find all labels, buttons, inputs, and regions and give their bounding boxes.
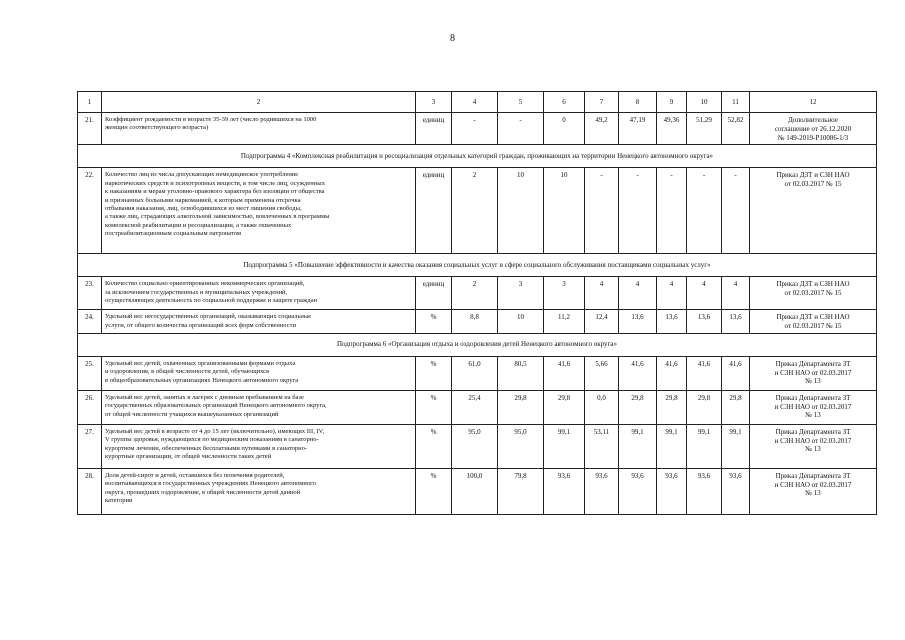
table-row xyxy=(78,468,877,514)
value-cell: 29,8 xyxy=(544,390,585,424)
table-row xyxy=(78,168,877,254)
value-cell: 3 xyxy=(498,277,544,310)
value-cell: 4 xyxy=(722,277,750,310)
column-header: 1 xyxy=(78,92,102,113)
column-header: 4 xyxy=(452,92,498,113)
value-cell: - xyxy=(452,113,498,145)
value-cell: 12,4 xyxy=(585,310,619,334)
header-row xyxy=(78,92,877,113)
subprogram-title: Подпрограмма 4 «Комплексная реабилитация и ресоциализация отдельных категорий граждан, проживающих на территории Ненецкого автономного округа» xyxy=(78,145,877,168)
source-document: Приказ ДЗТ и СЗН НАО от 02.03.2017 № 15 xyxy=(750,168,877,254)
indicators-table xyxy=(77,91,877,515)
table-row xyxy=(78,424,877,468)
column-header: 11 xyxy=(722,92,750,113)
value-cell: 29,8 xyxy=(498,390,544,424)
indicator-name: Количество лиц из числа допускающих немедицинское употребление наркотических средств и психотропных веществ, в том числе лиц, осужденных к наказаниям и мерам уголовно-правового характера без изоляции от общества и признанных больными наркоманией, к которым применена отсрочка отбывания наказания, лиц, освободившихся из мест лишения свободы, а также лиц, страдающих алкогольной зависимостью, вовлеченных в программы комплексной реабилитации и ресоциализации, а также охваченных постреабилитационным социальным патронатом xyxy=(102,168,416,254)
column-header: 7 xyxy=(585,92,619,113)
row-number: 28. xyxy=(78,468,102,514)
value-cell: 29,8 xyxy=(619,390,657,424)
value-cell: 61,0 xyxy=(452,356,498,390)
value-cell: 13,6 xyxy=(687,310,722,334)
value-cell: 93,6 xyxy=(619,468,657,514)
row-number: 22. xyxy=(78,168,102,254)
value-cell: 80,5 xyxy=(498,356,544,390)
row-number: 26. xyxy=(78,390,102,424)
indicator-name: Удельный вес детей, занятых в лагерях с дневным пребыванием на базе государственных образовательных организаций Ненецкого автономного округа, от общей численности учащихся вышеуказанных организаций xyxy=(102,390,416,424)
unit-cell: % xyxy=(416,468,452,514)
subprogram-row xyxy=(78,333,877,356)
indicator-name: Удельный вес негосударственных организаций, оказывающих социальные услуги, от общего количества организаций всех форм собственности xyxy=(102,310,416,334)
unit-cell: единиц xyxy=(416,168,452,254)
value-cell: 41,6 xyxy=(722,356,750,390)
unit-cell: % xyxy=(416,424,452,468)
column-header: 6 xyxy=(544,92,585,113)
column-header: 10 xyxy=(687,92,722,113)
value-cell: 11,2 xyxy=(544,310,585,334)
row-number: 27. xyxy=(78,424,102,468)
source-document: Приказ Департамента ЗТ и СЗН НАО от 02.03.2017 № 13 xyxy=(750,390,877,424)
indicator-name: Удельный вес детей в возрасте от 4 до 15 лет (включительно), имеющих III, IV, V группы здоровья, нуждающихся по медицинским показаниям в санаторно- курортном лечении, обеспеченных бесплатными путевками в санаторно- курортные организации, от общей численности таких детей xyxy=(102,424,416,468)
value-cell: 13,6 xyxy=(722,310,750,334)
value-cell: 4 xyxy=(619,277,657,310)
value-cell: 52,82 xyxy=(722,113,750,145)
value-cell: 100,0 xyxy=(452,468,498,514)
indicator-name: Доля детей-сирот и детей, оставшихся без попечения родителей, воспитывающихся в государственных учреждениях Ненецкого автономного округа, прошедших оздоровление, в общей численности детей данной категории xyxy=(102,468,416,514)
value-cell: 99,1 xyxy=(544,424,585,468)
subprogram-row xyxy=(78,145,877,168)
value-cell: 2 xyxy=(452,277,498,310)
unit-cell: единиц xyxy=(416,113,452,145)
value-cell: 41,6 xyxy=(657,356,687,390)
value-cell: - xyxy=(657,168,687,254)
column-header: 12 xyxy=(750,92,877,113)
value-cell: 4 xyxy=(687,277,722,310)
value-cell: - xyxy=(722,168,750,254)
row-number: 25. xyxy=(78,356,102,390)
value-cell: 79,8 xyxy=(498,468,544,514)
value-cell: 93,6 xyxy=(657,468,687,514)
row-number: 21. xyxy=(78,113,102,145)
source-document: Приказ Департамента ЗТ и СЗН НАО от 02.03.2017 № 13 xyxy=(750,356,877,390)
value-cell: 99,1 xyxy=(687,424,722,468)
value-cell: 10 xyxy=(498,168,544,254)
value-cell: 49,36 xyxy=(657,113,687,145)
value-cell: 41,6 xyxy=(687,356,722,390)
value-cell: - xyxy=(619,168,657,254)
subprogram-row xyxy=(78,254,877,277)
value-cell: 53,11 xyxy=(585,424,619,468)
value-cell: 0 xyxy=(544,113,585,145)
unit-cell: % xyxy=(416,310,452,334)
value-cell: 25,4 xyxy=(452,390,498,424)
unit-cell: % xyxy=(416,356,452,390)
value-cell: 93,6 xyxy=(544,468,585,514)
value-cell: - xyxy=(498,113,544,145)
table-row xyxy=(78,277,877,310)
source-document: Приказ Департамента ЗТ и СЗН НАО от 02.03.2017 № 13 xyxy=(750,468,877,514)
table-row xyxy=(78,310,877,334)
source-document: Дополнительное соглашение от 26.12.2020 № 149-2019-Р10086-1/3 xyxy=(750,113,877,145)
value-cell: 47,19 xyxy=(619,113,657,145)
column-header: 3 xyxy=(416,92,452,113)
value-cell: 99,1 xyxy=(722,424,750,468)
value-cell: - xyxy=(687,168,722,254)
value-cell: 29,8 xyxy=(722,390,750,424)
value-cell: 99,1 xyxy=(657,424,687,468)
indicator-name: Удельный вес детей, охваченных организованными формами отдыха и оздоровления, в общей численности детей, обучающихся в общеобразовательных организациях Ненецкого автономного округа xyxy=(102,356,416,390)
table-row xyxy=(78,356,877,390)
value-cell: 10 xyxy=(498,310,544,334)
value-cell: 95,0 xyxy=(452,424,498,468)
table-body xyxy=(78,92,877,515)
value-cell: 4 xyxy=(657,277,687,310)
indicator-name: Коэффициент рождаемости в возрасте 35-39 лет (число родившихся на 1000 женщин соответствующего возраста) xyxy=(102,113,416,145)
value-cell: 29,8 xyxy=(687,390,722,424)
page-number: 8 xyxy=(450,33,455,44)
value-cell: 49,2 xyxy=(585,113,619,145)
unit-cell: % xyxy=(416,390,452,424)
value-cell: 41,6 xyxy=(619,356,657,390)
source-document: Приказ ДЗТ и СЗН НАО от 02.03.2017 № 15 xyxy=(750,277,877,310)
value-cell: 99,1 xyxy=(619,424,657,468)
value-cell: 93,6 xyxy=(585,468,619,514)
row-number: 24. xyxy=(78,310,102,334)
source-document: Приказ ДЗТ и СЗН НАО от 02.03.2017 № 15 xyxy=(750,310,877,334)
value-cell: 13,6 xyxy=(657,310,687,334)
value-cell: 13,6 xyxy=(619,310,657,334)
value-cell: 93,6 xyxy=(687,468,722,514)
value-cell: - xyxy=(585,168,619,254)
value-cell: 8,8 xyxy=(452,310,498,334)
value-cell: 93,6 xyxy=(722,468,750,514)
value-cell: 5,66 xyxy=(585,356,619,390)
value-cell: 29,8 xyxy=(657,390,687,424)
subprogram-title: Подпрограмма 6 «Организация отдыха и оздоровления детей Ненецкого автономного округа» xyxy=(78,333,877,356)
value-cell: 41,6 xyxy=(544,356,585,390)
indicator-name: Количество социально ориентированных некоммерческих организаций, за исключением государственных и муниципальных учреждений, осуществляющих деятельность по социальной поддержке и защите граждан xyxy=(102,277,416,310)
table-row xyxy=(78,390,877,424)
value-cell: 10 xyxy=(544,168,585,254)
table-row xyxy=(78,113,877,145)
source-document: Приказ Департамента ЗТ и СЗН НАО от 02.03.2017 № 13 xyxy=(750,424,877,468)
value-cell: 95,0 xyxy=(498,424,544,468)
value-cell: 2 xyxy=(452,168,498,254)
column-header: 2 xyxy=(102,92,416,113)
column-header: 9 xyxy=(657,92,687,113)
value-cell: 3 xyxy=(544,277,585,310)
unit-cell: единиц xyxy=(416,277,452,310)
column-header: 8 xyxy=(619,92,657,113)
column-header: 5 xyxy=(498,92,544,113)
row-number: 23. xyxy=(78,277,102,310)
value-cell: 0,0 xyxy=(585,390,619,424)
value-cell: 51,29 xyxy=(687,113,722,145)
value-cell: 4 xyxy=(585,277,619,310)
subprogram-title: Подпрограмма 5 «Повышение эффективности и качества оказания социальных услуг в сфере социального обслуживания поставщиками социальных услуг» xyxy=(78,254,877,277)
